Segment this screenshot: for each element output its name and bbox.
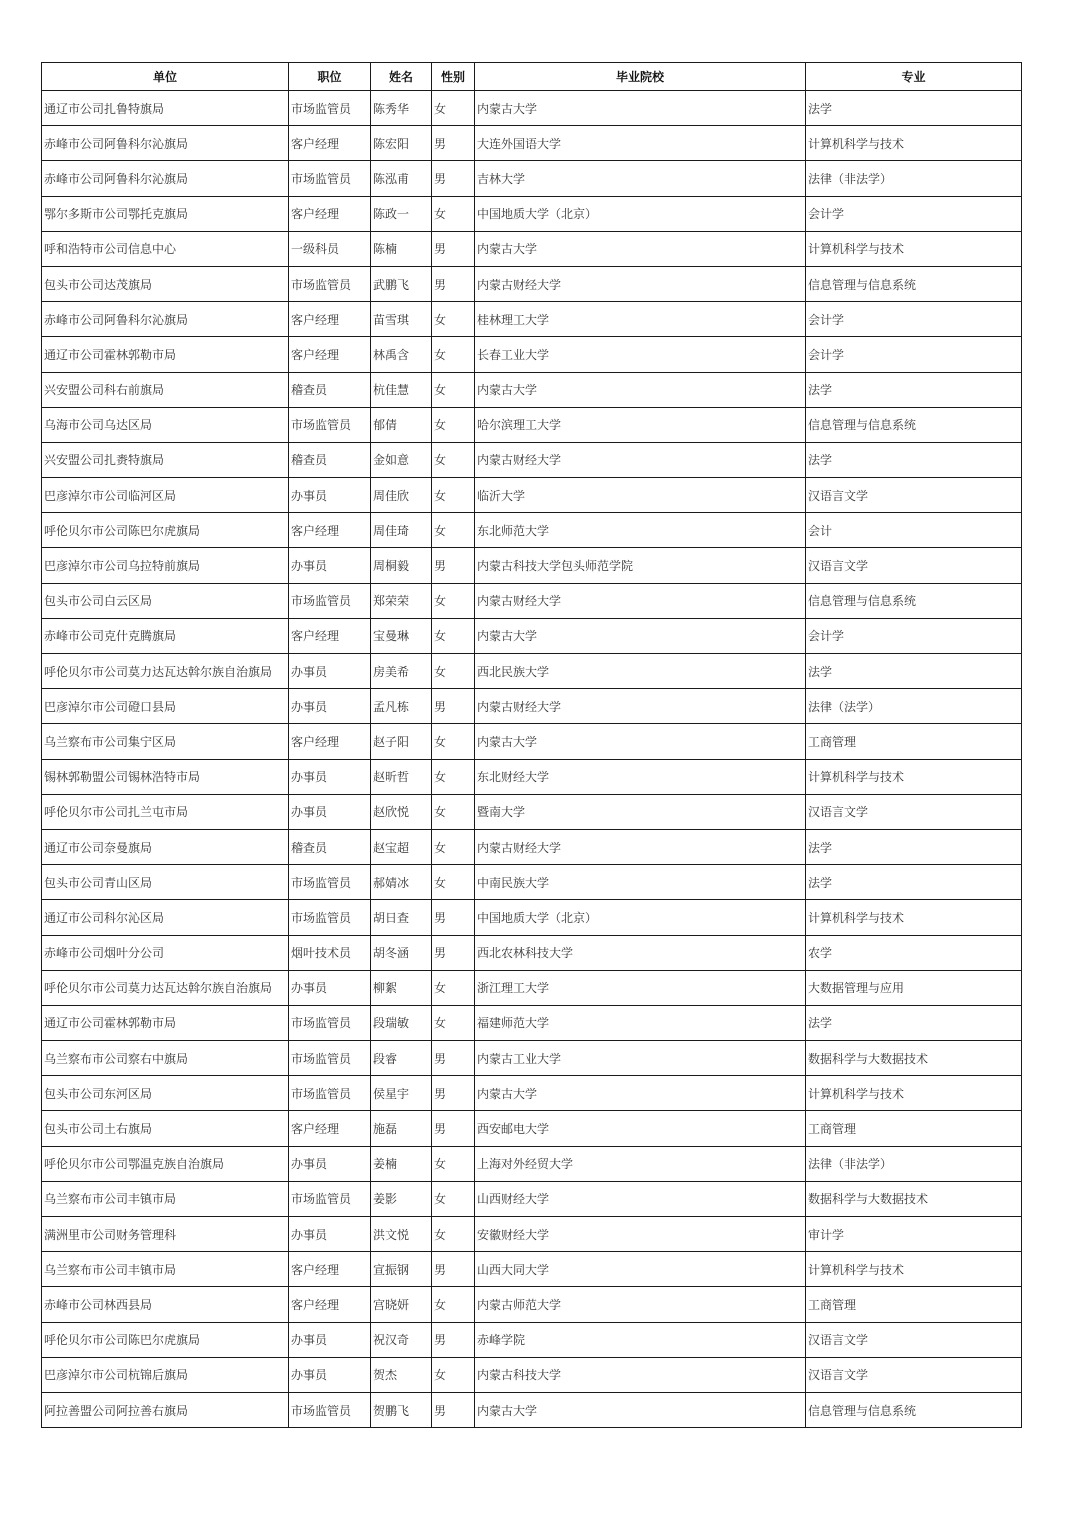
cell-unit: 乌兰察布市公司集宁区局 [42, 724, 289, 759]
cell-name: 杭佳慧 [371, 372, 432, 407]
cell-school: 内蒙古科技大学包头师范学院 [475, 548, 806, 583]
table-row [42, 865, 1022, 900]
table-row [42, 302, 1022, 337]
cell-gender: 女 [432, 1181, 475, 1216]
cell-school: 内蒙古大学 [475, 1392, 806, 1427]
cell-gender: 男 [432, 231, 475, 266]
cell-major: 汉语言文学 [806, 478, 1022, 513]
table-row [42, 548, 1022, 583]
cell-name: 施磊 [371, 1111, 432, 1146]
cell-position: 稽查员 [289, 829, 371, 864]
cell-name: 金如意 [371, 442, 432, 477]
cell-unit: 乌兰察布市公司丰镇市局 [42, 1181, 289, 1216]
cell-school: 山西大同大学 [475, 1252, 806, 1287]
cell-major: 工商管理 [806, 724, 1022, 759]
cell-unit: 通辽市公司扎鲁特旗局 [42, 91, 289, 126]
cell-position: 客户经理 [289, 337, 371, 372]
header-gender: 性别 [432, 63, 475, 91]
cell-major: 信息管理与信息系统 [806, 407, 1022, 442]
cell-gender: 女 [432, 302, 475, 337]
cell-major: 计算机科学与技术 [806, 1252, 1022, 1287]
table-row [42, 794, 1022, 829]
cell-major: 汉语言文学 [806, 794, 1022, 829]
cell-school: 内蒙古大学 [475, 372, 806, 407]
cell-major: 计算机科学与技术 [806, 231, 1022, 266]
table-row [42, 759, 1022, 794]
cell-school: 内蒙古财经大学 [475, 266, 806, 301]
cell-position: 烟叶技术员 [289, 935, 371, 970]
cell-school: 内蒙古科技大学 [475, 1357, 806, 1392]
cell-name: 宝曼琳 [371, 618, 432, 653]
cell-gender: 女 [432, 478, 475, 513]
cell-position: 客户经理 [289, 1287, 371, 1322]
cell-position: 一级科员 [289, 231, 371, 266]
table-row [42, 442, 1022, 477]
table-row [42, 91, 1022, 126]
table-body [42, 91, 1022, 1428]
table-row [42, 654, 1022, 689]
cell-unit: 赤峰市公司克什克腾旗局 [42, 618, 289, 653]
cell-gender: 女 [432, 372, 475, 407]
cell-position: 办事员 [289, 1322, 371, 1357]
cell-major: 数据科学与大数据技术 [806, 1041, 1022, 1076]
table-row [42, 970, 1022, 1005]
table-row [42, 337, 1022, 372]
cell-school: 安徽财经大学 [475, 1217, 806, 1252]
cell-unit: 赤峰市公司阿鲁科尔沁旗局 [42, 302, 289, 337]
cell-unit: 乌海市公司乌达区局 [42, 407, 289, 442]
cell-major: 数据科学与大数据技术 [806, 1181, 1022, 1216]
cell-gender: 男 [432, 1322, 475, 1357]
cell-school: 上海对外经贸大学 [475, 1146, 806, 1181]
cell-unit: 呼伦贝尔市公司莫力达瓦达斡尔族自治旗局 [42, 654, 289, 689]
table-row [42, 513, 1022, 548]
table-row [42, 1252, 1022, 1287]
cell-name: 陈泓甫 [371, 161, 432, 196]
cell-major: 工商管理 [806, 1287, 1022, 1322]
cell-name: 周佳欣 [371, 478, 432, 513]
cell-major: 审计学 [806, 1217, 1022, 1252]
cell-name: 林禹含 [371, 337, 432, 372]
cell-name: 姜楠 [371, 1146, 432, 1181]
table-row [42, 1357, 1022, 1392]
table-row [42, 1287, 1022, 1322]
cell-gender: 男 [432, 935, 475, 970]
cell-school: 哈尔滨理工大学 [475, 407, 806, 442]
cell-name: 郑荣荣 [371, 583, 432, 618]
cell-name: 宫晓妍 [371, 1287, 432, 1322]
cell-unit: 锡林郭勒盟公司锡林浩特市局 [42, 759, 289, 794]
cell-gender: 男 [432, 161, 475, 196]
table-row [42, 126, 1022, 161]
cell-name: 段瑞敏 [371, 1005, 432, 1040]
cell-major: 工商管理 [806, 1111, 1022, 1146]
cell-school: 内蒙古工业大学 [475, 1041, 806, 1076]
cell-unit: 呼伦贝尔市公司陈巴尔虎旗局 [42, 1322, 289, 1357]
cell-gender: 女 [432, 1146, 475, 1181]
cell-major: 法律（法学） [806, 689, 1022, 724]
cell-gender: 男 [432, 900, 475, 935]
table-row [42, 161, 1022, 196]
cell-major: 信息管理与信息系统 [806, 583, 1022, 618]
cell-position: 办事员 [289, 794, 371, 829]
cell-position: 办事员 [289, 1146, 371, 1181]
table-row [42, 196, 1022, 231]
cell-name: 陈楠 [371, 231, 432, 266]
cell-school: 大连外国语大学 [475, 126, 806, 161]
cell-gender: 女 [432, 91, 475, 126]
cell-unit: 满洲里市公司财务管理科 [42, 1217, 289, 1252]
cell-name: 段睿 [371, 1041, 432, 1076]
cell-school: 暨南大学 [475, 794, 806, 829]
table-row [42, 583, 1022, 618]
cell-unit: 鄂尔多斯市公司鄂托克旗局 [42, 196, 289, 231]
cell-position: 市场监管员 [289, 1392, 371, 1427]
cell-unit: 呼伦贝尔市公司莫力达瓦达斡尔族自治旗局 [42, 970, 289, 1005]
cell-position: 市场监管员 [289, 1041, 371, 1076]
cell-unit: 巴彦淖尔市公司杭锦后旗局 [42, 1357, 289, 1392]
cell-major: 法学 [806, 372, 1022, 407]
cell-unit: 巴彦淖尔市公司临河区局 [42, 478, 289, 513]
cell-school: 内蒙古财经大学 [475, 583, 806, 618]
cell-school: 内蒙古财经大学 [475, 829, 806, 864]
cell-position: 客户经理 [289, 724, 371, 759]
cell-name: 侯星宇 [371, 1076, 432, 1111]
cell-name: 姜影 [371, 1181, 432, 1216]
cell-major: 农学 [806, 935, 1022, 970]
cell-school: 西北农林科技大学 [475, 935, 806, 970]
cell-school: 内蒙古大学 [475, 91, 806, 126]
cell-school: 中国地质大学（北京） [475, 900, 806, 935]
cell-school: 西安邮电大学 [475, 1111, 806, 1146]
cell-major: 法学 [806, 865, 1022, 900]
cell-gender: 女 [432, 724, 475, 759]
cell-position: 客户经理 [289, 126, 371, 161]
cell-name: 贺杰 [371, 1357, 432, 1392]
table-row [42, 372, 1022, 407]
cell-gender: 女 [432, 759, 475, 794]
cell-gender: 女 [432, 1287, 475, 1322]
header-position: 职位 [289, 63, 371, 91]
cell-position: 办事员 [289, 654, 371, 689]
cell-position: 市场监管员 [289, 865, 371, 900]
cell-unit: 赤峰市公司阿鲁科尔沁旗局 [42, 126, 289, 161]
cell-school: 桂林理工大学 [475, 302, 806, 337]
cell-name: 孟凡栋 [371, 689, 432, 724]
cell-gender: 女 [432, 442, 475, 477]
cell-major: 信息管理与信息系统 [806, 266, 1022, 301]
cell-position: 稽查员 [289, 442, 371, 477]
table-row [42, 1041, 1022, 1076]
cell-position: 市场监管员 [289, 1076, 371, 1111]
cell-school: 福建师范大学 [475, 1005, 806, 1040]
cell-gender: 男 [432, 689, 475, 724]
cell-position: 办事员 [289, 970, 371, 1005]
cell-gender: 女 [432, 1217, 475, 1252]
cell-gender: 男 [432, 1392, 475, 1427]
cell-major: 法律（非法学） [806, 1146, 1022, 1181]
cell-major: 法学 [806, 829, 1022, 864]
cell-name: 赵昕哲 [371, 759, 432, 794]
cell-gender: 男 [432, 126, 475, 161]
cell-position: 市场监管员 [289, 583, 371, 618]
table-row [42, 1076, 1022, 1111]
cell-position: 客户经理 [289, 196, 371, 231]
table-row [42, 1217, 1022, 1252]
cell-position: 客户经理 [289, 302, 371, 337]
cell-major: 会计 [806, 513, 1022, 548]
cell-gender: 女 [432, 970, 475, 1005]
cell-gender: 女 [432, 513, 475, 548]
cell-unit: 通辽市公司霍林郭勒市局 [42, 1005, 289, 1040]
cell-position: 办事员 [289, 689, 371, 724]
cell-unit: 包头市公司土右旗局 [42, 1111, 289, 1146]
cell-major: 汉语言文学 [806, 1322, 1022, 1357]
cell-unit: 包头市公司白云区局 [42, 583, 289, 618]
cell-unit: 乌兰察布市公司察右中旗局 [42, 1041, 289, 1076]
cell-major: 法学 [806, 91, 1022, 126]
cell-school: 内蒙古大学 [475, 618, 806, 653]
cell-unit: 赤峰市公司林西县局 [42, 1287, 289, 1322]
table-row [42, 689, 1022, 724]
cell-school: 内蒙古财经大学 [475, 442, 806, 477]
cell-position: 市场监管员 [289, 1005, 371, 1040]
cell-name: 胡冬涵 [371, 935, 432, 970]
cell-school: 内蒙古大学 [475, 724, 806, 759]
cell-gender: 女 [432, 794, 475, 829]
cell-position: 市场监管员 [289, 161, 371, 196]
cell-school: 中国地质大学（北京） [475, 196, 806, 231]
cell-unit: 巴彦淖尔市公司磴口县局 [42, 689, 289, 724]
cell-unit: 包头市公司青山区局 [42, 865, 289, 900]
cell-school: 内蒙古师范大学 [475, 1287, 806, 1322]
cell-position: 客户经理 [289, 1111, 371, 1146]
cell-position: 办事员 [289, 1357, 371, 1392]
table-row [42, 900, 1022, 935]
cell-school: 内蒙古大学 [475, 231, 806, 266]
cell-position: 客户经理 [289, 513, 371, 548]
cell-unit: 呼和浩特市公司信息中心 [42, 231, 289, 266]
cell-school: 东北师范大学 [475, 513, 806, 548]
cell-unit: 通辽市公司科尔沁区局 [42, 900, 289, 935]
cell-unit: 通辽市公司奈曼旗局 [42, 829, 289, 864]
cell-unit: 通辽市公司霍林郭勒市局 [42, 337, 289, 372]
cell-name: 宣振钢 [371, 1252, 432, 1287]
cell-position: 客户经理 [289, 618, 371, 653]
cell-name: 祝汉奇 [371, 1322, 432, 1357]
cell-gender: 男 [432, 266, 475, 301]
table-row [42, 1392, 1022, 1427]
table-row [42, 266, 1022, 301]
cell-gender: 女 [432, 865, 475, 900]
cell-gender: 男 [432, 1076, 475, 1111]
cell-unit: 呼伦贝尔市公司扎兰屯市局 [42, 794, 289, 829]
cell-unit: 乌兰察布市公司丰镇市局 [42, 1252, 289, 1287]
table-row [42, 1181, 1022, 1216]
cell-name: 郁倩 [371, 407, 432, 442]
cell-school: 内蒙古财经大学 [475, 689, 806, 724]
cell-major: 会计学 [806, 302, 1022, 337]
cell-major: 计算机科学与技术 [806, 900, 1022, 935]
cell-major: 计算机科学与技术 [806, 759, 1022, 794]
cell-unit: 巴彦淖尔市公司乌拉特前旗局 [42, 548, 289, 583]
roster-sheet [41, 62, 1021, 1428]
cell-position: 办事员 [289, 548, 371, 583]
cell-gender: 女 [432, 618, 475, 653]
cell-name: 洪文悦 [371, 1217, 432, 1252]
cell-major: 汉语言文学 [806, 548, 1022, 583]
cell-gender: 女 [432, 196, 475, 231]
cell-unit: 包头市公司达茂旗局 [42, 266, 289, 301]
cell-position: 办事员 [289, 478, 371, 513]
header-major: 专业 [806, 63, 1022, 91]
cell-school: 中南民族大学 [475, 865, 806, 900]
cell-gender: 男 [432, 1041, 475, 1076]
cell-unit: 赤峰市公司烟叶分公司 [42, 935, 289, 970]
table-row [42, 407, 1022, 442]
cell-name: 周佳琦 [371, 513, 432, 548]
cell-school: 浙江理工大学 [475, 970, 806, 1005]
cell-position: 市场监管员 [289, 900, 371, 935]
cell-unit: 赤峰市公司阿鲁科尔沁旗局 [42, 161, 289, 196]
cell-position: 市场监管员 [289, 91, 371, 126]
cell-major: 法律（非法学） [806, 161, 1022, 196]
header-unit: 单位 [42, 63, 289, 91]
cell-major: 会计学 [806, 618, 1022, 653]
cell-major: 大数据管理与应用 [806, 970, 1022, 1005]
cell-school: 赤峰学院 [475, 1322, 806, 1357]
cell-position: 稽查员 [289, 372, 371, 407]
cell-position: 市场监管员 [289, 266, 371, 301]
cell-gender: 女 [432, 407, 475, 442]
cell-name: 胡日查 [371, 900, 432, 935]
cell-school: 西北民族大学 [475, 654, 806, 689]
cell-gender: 男 [432, 1252, 475, 1287]
header-name: 姓名 [371, 63, 432, 91]
cell-name: 赵欣悦 [371, 794, 432, 829]
cell-name: 陈政一 [371, 196, 432, 231]
cell-school: 临沂大学 [475, 478, 806, 513]
table-row [42, 1111, 1022, 1146]
header-school: 毕业院校 [475, 63, 806, 91]
cell-unit: 兴安盟公司科右前旗局 [42, 372, 289, 407]
cell-position: 办事员 [289, 759, 371, 794]
cell-name: 陈宏阳 [371, 126, 432, 161]
table-row [42, 1005, 1022, 1040]
table-row [42, 618, 1022, 653]
cell-gender: 女 [432, 337, 475, 372]
cell-position: 办事员 [289, 1217, 371, 1252]
roster-table [41, 62, 1022, 1428]
cell-name: 苗雪琪 [371, 302, 432, 337]
cell-name: 赵子阳 [371, 724, 432, 759]
cell-unit: 呼伦贝尔市公司鄂温克族自治旗局 [42, 1146, 289, 1181]
cell-major: 计算机科学与技术 [806, 1076, 1022, 1111]
table-row [42, 231, 1022, 266]
cell-name: 房美希 [371, 654, 432, 689]
table-row [42, 478, 1022, 513]
cell-gender: 男 [432, 548, 475, 583]
cell-major: 法学 [806, 1005, 1022, 1040]
cell-school: 东北财经大学 [475, 759, 806, 794]
cell-name: 郝婧冰 [371, 865, 432, 900]
cell-school: 长春工业大学 [475, 337, 806, 372]
cell-school: 吉林大学 [475, 161, 806, 196]
cell-name: 陈秀华 [371, 91, 432, 126]
cell-major: 汉语言文学 [806, 1357, 1022, 1392]
header-row [42, 63, 1022, 91]
cell-gender: 男 [432, 1111, 475, 1146]
table-row [42, 935, 1022, 970]
cell-major: 法学 [806, 442, 1022, 477]
cell-major: 会计学 [806, 337, 1022, 372]
cell-name: 赵宝超 [371, 829, 432, 864]
table-row [42, 1322, 1022, 1357]
cell-gender: 女 [432, 654, 475, 689]
cell-gender: 女 [432, 829, 475, 864]
cell-unit: 兴安盟公司扎赉特旗局 [42, 442, 289, 477]
cell-major: 会计学 [806, 196, 1022, 231]
cell-name: 武鹏飞 [371, 266, 432, 301]
cell-gender: 女 [432, 1005, 475, 1040]
cell-major: 计算机科学与技术 [806, 126, 1022, 161]
table-row [42, 724, 1022, 759]
cell-unit: 包头市公司东河区局 [42, 1076, 289, 1111]
cell-gender: 女 [432, 1357, 475, 1392]
cell-position: 客户经理 [289, 1252, 371, 1287]
cell-school: 内蒙古大学 [475, 1076, 806, 1111]
cell-name: 周桐毅 [371, 548, 432, 583]
cell-name: 柳絮 [371, 970, 432, 1005]
cell-position: 市场监管员 [289, 407, 371, 442]
cell-gender: 女 [432, 583, 475, 618]
cell-unit: 呼伦贝尔市公司陈巴尔虎旗局 [42, 513, 289, 548]
cell-school: 山西财经大学 [475, 1181, 806, 1216]
table-row [42, 829, 1022, 864]
cell-position: 市场监管员 [289, 1181, 371, 1216]
cell-name: 贺鹏飞 [371, 1392, 432, 1427]
cell-major: 信息管理与信息系统 [806, 1392, 1022, 1427]
cell-major: 法学 [806, 654, 1022, 689]
cell-unit: 阿拉善盟公司阿拉善右旗局 [42, 1392, 289, 1427]
table-row [42, 1146, 1022, 1181]
